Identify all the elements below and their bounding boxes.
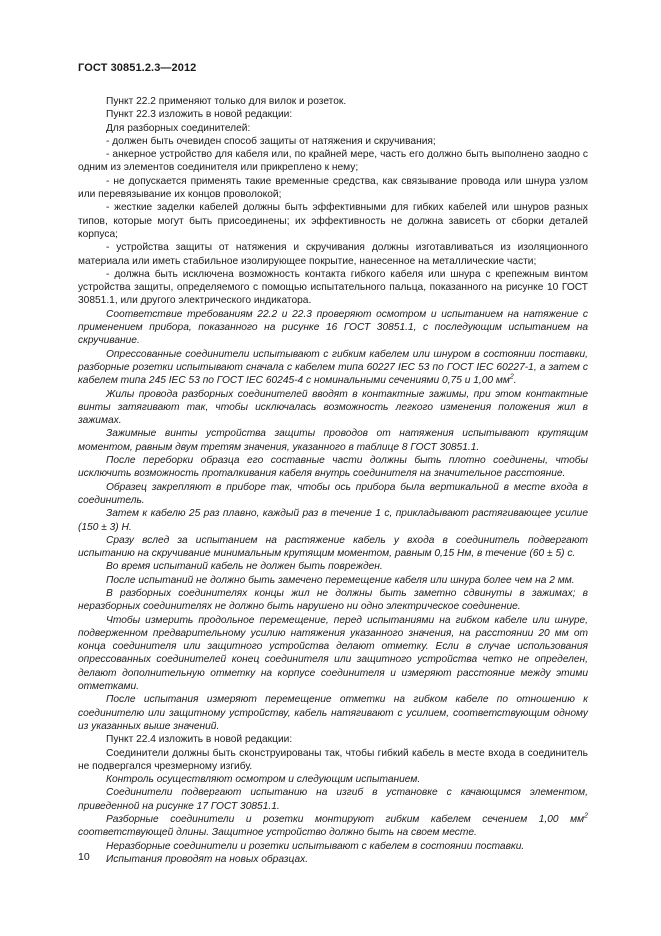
paragraph	[78, 122, 588, 135]
paragraph-text: После переборки образца его составные части должны быть плотно соединены, чтобы исключить возможность проталкивания кабеля внутрь соединителя на значительное расстояние.	[78, 455, 588, 480]
paragraph	[78, 454, 588, 481]
paragraph-text: Зажимные винты устройства защиты проводов от натяжения испытывают крутящим моментом, равным двум третям значения, указанного в таблице 8 ГОСТ 30851.1.	[78, 428, 588, 453]
paragraph	[78, 813, 588, 840]
paragraph	[78, 175, 588, 202]
paragraph	[78, 560, 588, 573]
paragraph	[78, 534, 588, 561]
paragraph	[78, 201, 588, 241]
paragraph	[78, 747, 588, 774]
paragraph	[78, 574, 588, 587]
paragraph	[78, 427, 588, 454]
paragraph	[78, 773, 588, 786]
paragraph-text: - анкерное устройство для кабеля или, по крайней мере, часть его должно быть выполнено заодно с одним из элементов соединителя или прикреплено к нему;	[78, 149, 588, 174]
document-body	[78, 95, 588, 866]
document-header: ГОСТ 30851.2.3—2012	[78, 62, 197, 74]
paragraph	[78, 135, 588, 148]
paragraph-text: После испытания измеряют перемещение отметки на гибком кабеле по отношению к соединителю или защитному устройству, кабель натягивают с усилием, соответствующим одному из указанных выше значений.	[78, 694, 588, 732]
superscript: 2	[584, 812, 588, 820]
paragraph	[78, 388, 588, 428]
paragraph-text: Контроль осуществляют осмотром и следующим испытанием.	[106, 774, 421, 786]
paragraph-text: - жесткие заделки кабелей должны быть эффективными для гибких кабелей или шнуров разных типов, которые могут быть присоединены; их эффективность не должна зависеть от сборки деталей корпуса;	[78, 202, 588, 240]
paragraph-text: Соединители должны быть сконструированы так, чтобы гибкий кабель в месте входа в соединитель не подвергался чрезмерному изгибу.	[78, 747, 588, 772]
paragraph	[78, 268, 588, 308]
paragraph-text: Разборные соединители и розетки монтируют гибким кабелем сечением 1,00 мм	[106, 814, 585, 826]
paragraph-text: - должен быть очевиден способ защиты от натяжения и скручивания;	[106, 135, 436, 147]
paragraph-text: Во время испытаний кабель не должен быть поврежден.	[106, 561, 383, 573]
paragraph-text: Сразу вслед за испытанием на растяжение кабель у входа в соединитель подвергают испытанию на скручивание минимальным крутящим моментом, равным 0,15 Нм, в течение (60 ± 5) с.	[78, 534, 588, 560]
paragraph	[78, 733, 588, 746]
paragraph-text: Опрессованные соединители испытывают с гибким кабелем или шнуром в состоянии поставки, разборные розетки испытывают сначала с кабелем типа 60227 IEC 53 по ГОСТ IEC 60227-1, а затем с кабелем типа 245 IEC 53 по ГОСТ IEC 60245-4 с номинальными сечениями 0,75 и 1,00 мм	[78, 348, 588, 387]
paragraph-text: Жилы провода разборных соединителей вводят в контактные зажимы, при этом контактные винты затягивают так, чтобы исключалась возможность легкого изменения положения жил в зажимах.	[78, 388, 588, 427]
paragraph	[78, 614, 588, 694]
paragraph-text: - устройства защиты от натяжения и скручивания должны изготавливаться из изоляционного материала или иметь стабильное изолирующее покрытие, нанесенное на металлические части;	[78, 242, 588, 267]
paragraph-text-tail: соответствующей длины. Защитное устройство должно быть на своем месте.	[78, 827, 477, 839]
page-number: 10	[78, 851, 90, 863]
paragraph	[78, 481, 588, 508]
paragraph-text: Пункт 22.2 применяют только для вилок и розеток.	[106, 96, 347, 107]
paragraph-text: - должна быть исключена возможность контакта гибкого кабеля или шнура с крепежным винтом устройства защиты, определяемого с помощью испытательного пальца, показанного на рисунке 10 ГОСТ 30851.1, или другого электрического индикатора.	[78, 268, 588, 307]
superscript: 2	[509, 373, 514, 381]
paragraph-text-tail: .	[513, 375, 517, 387]
paragraph-text: - не допускается применять такие временные средства, как связывание провода или шнура узлом или перевязывание их концов проволокой;	[78, 175, 588, 201]
paragraph-text: Испытания проводят на новых образцах.	[106, 853, 309, 865]
paragraph-text: В разборных соединителях концы жил не должны быть заметно сдвинуты в зажимах; в неразборных соединителях не должно быть нарушено ни одно электрическое соединение.	[78, 587, 588, 613]
paragraph-text: Соединители подвергают испытанию на изгиб в установке с качающимся элементом, приведенной на рисунке 17 ГОСТ 30851.1.	[78, 787, 588, 812]
paragraph	[78, 693, 588, 733]
paragraph-text: Образец закрепляют в приборе так, чтобы ось прибора была вертикальной в месте входа в соединитель.	[78, 481, 588, 506]
paragraph	[78, 95, 588, 108]
paragraph-text: Для разборных соединителей:	[106, 122, 251, 134]
paragraph-text: Неразборные соединители и розетки испытывают с кабелем в состоянии поставки.	[106, 840, 525, 852]
paragraph	[78, 507, 588, 534]
paragraph	[78, 786, 588, 813]
paragraph-text: Пункт 22.3 изложить в новой редакции:	[106, 109, 293, 121]
paragraph	[78, 148, 588, 175]
paragraph-text: Соответствие требованиям 22.2 и 22.3 проверяют осмотром и испытанием на натяжение с применением прибора, показанного на рисунке 16 ГОСТ 30851.1, с последующим испытанием на скручивание.	[78, 308, 588, 347]
paragraph	[78, 348, 588, 388]
paragraph	[78, 308, 588, 348]
paragraph-text: После испытаний не должно быть замечено перемещение кабеля или шнура более чем на 2 мм.	[106, 574, 575, 586]
paragraph-text: Чтобы измерить продольное перемещение, перед испытаниями на гибком кабеле или шнуре, подверженном предварительному усилию натяжения указанного значения, на расстоянии 20 мм от конца соединителя или защитного устройства делают отметку. Если в случае использования опрессованных соединителей конец соединителя или защитного устройства четко не определен, делают дополнительную отметку на корпусе соединителя и измеряют расстояние между этими отметками.	[78, 614, 588, 693]
paragraph-text: Затем к кабелю 25 раз плавно, каждый раз в течение 1 с, прикладывают растягивающее усилие (150 ± 3) Н.	[78, 508, 588, 533]
paragraph-text: Пункт 22.4 изложить в новой редакции:	[106, 734, 293, 746]
paragraph	[78, 241, 588, 268]
paragraph	[78, 840, 588, 853]
paragraph	[78, 587, 588, 614]
paragraph	[78, 853, 588, 866]
paragraph	[78, 108, 588, 121]
